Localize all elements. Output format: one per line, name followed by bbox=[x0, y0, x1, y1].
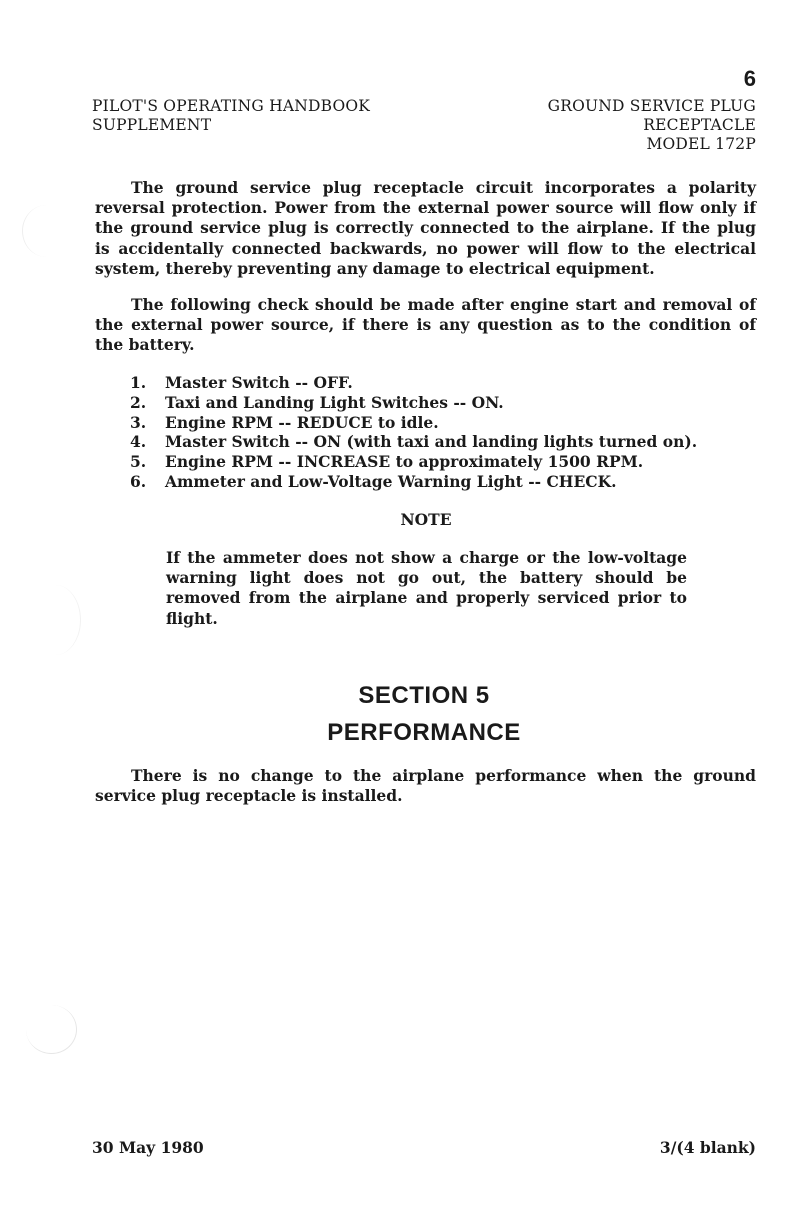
checklist-text: Taxi and Landing Light Switches -- ON. bbox=[165, 392, 504, 412]
checklist-text: Master Switch -- ON (with taxi and landing lights turned on). bbox=[165, 432, 698, 452]
paragraph-text: The following check should be made after engine start and removal of the external power source, if there is any question as to the condition of the battery. bbox=[95, 295, 756, 355]
section-paragraph bbox=[95, 766, 756, 806]
header-left-line: SUPPLEMENT bbox=[92, 116, 212, 134]
checklist-text: Engine RPM -- REDUCE to idle. bbox=[165, 412, 439, 432]
checklist-item bbox=[130, 452, 730, 472]
note-text: If the ammeter does not show a charge or the low-voltage warning light does not go out, the battery should be removed from the airplane and properly serviced prior to flight. bbox=[166, 548, 687, 628]
checklist-number: 2. bbox=[130, 392, 147, 412]
paragraph-text: The ground service plug receptacle circuit incorporates a polarity reversal protection. Power from the external power source will flow only if the ground service plug is correctly connected to the airplane. If the plug is accidentally connected backwards, no power will flow to the electrical system, thereby preventing any damage to electrical equipment. bbox=[95, 178, 756, 278]
checklist-number: 6. bbox=[130, 471, 147, 491]
checklist-text: Master Switch -- OFF. bbox=[165, 373, 353, 392]
checklist-number: 5. bbox=[130, 452, 147, 472]
paragraph bbox=[95, 295, 756, 356]
page-number: 6 bbox=[743, 66, 756, 91]
checklist-number: 4. bbox=[130, 432, 147, 452]
checklist-item bbox=[130, 373, 730, 393]
header-left-line: PILOT'S OPERATING HANDBOOK bbox=[92, 97, 371, 115]
header-right-line: RECEPTACLE bbox=[643, 116, 756, 134]
section-title: PERFORMANCE bbox=[327, 719, 521, 746]
paragraph bbox=[95, 178, 756, 279]
checklist-item bbox=[130, 413, 730, 433]
scan-smudge bbox=[22, 205, 71, 257]
checklist-item bbox=[130, 393, 730, 413]
section-number: SECTION 5 bbox=[358, 682, 490, 709]
footer-page-number: 3/(4 blank) bbox=[659, 1138, 756, 1157]
checklist-item bbox=[130, 432, 730, 452]
note-label: NOTE bbox=[400, 510, 452, 529]
scan-smudge bbox=[26, 1005, 77, 1054]
checklist-text: Ammeter and Low-Voltage Warning Light -- CHECK. bbox=[165, 471, 617, 491]
checklist bbox=[130, 373, 730, 492]
header-right-line: GROUND SERVICE PLUG bbox=[547, 97, 756, 115]
checklist-number: 1. bbox=[130, 373, 147, 392]
checklist-number: 3. bbox=[130, 412, 147, 432]
footer-date: 30 May 1980 bbox=[92, 1138, 204, 1157]
header-left bbox=[92, 97, 370, 135]
scan-smudge bbox=[30, 585, 81, 655]
header-right bbox=[548, 97, 756, 154]
checklist-item bbox=[130, 472, 730, 492]
checklist-text: Engine RPM -- INCREASE to approximately 1500 RPM. bbox=[165, 452, 644, 472]
section-paragraph-text: There is no change to the airplane performance when the ground service plug receptacle is installed. bbox=[95, 766, 756, 806]
header-right-line: MODEL 172P bbox=[646, 135, 756, 153]
